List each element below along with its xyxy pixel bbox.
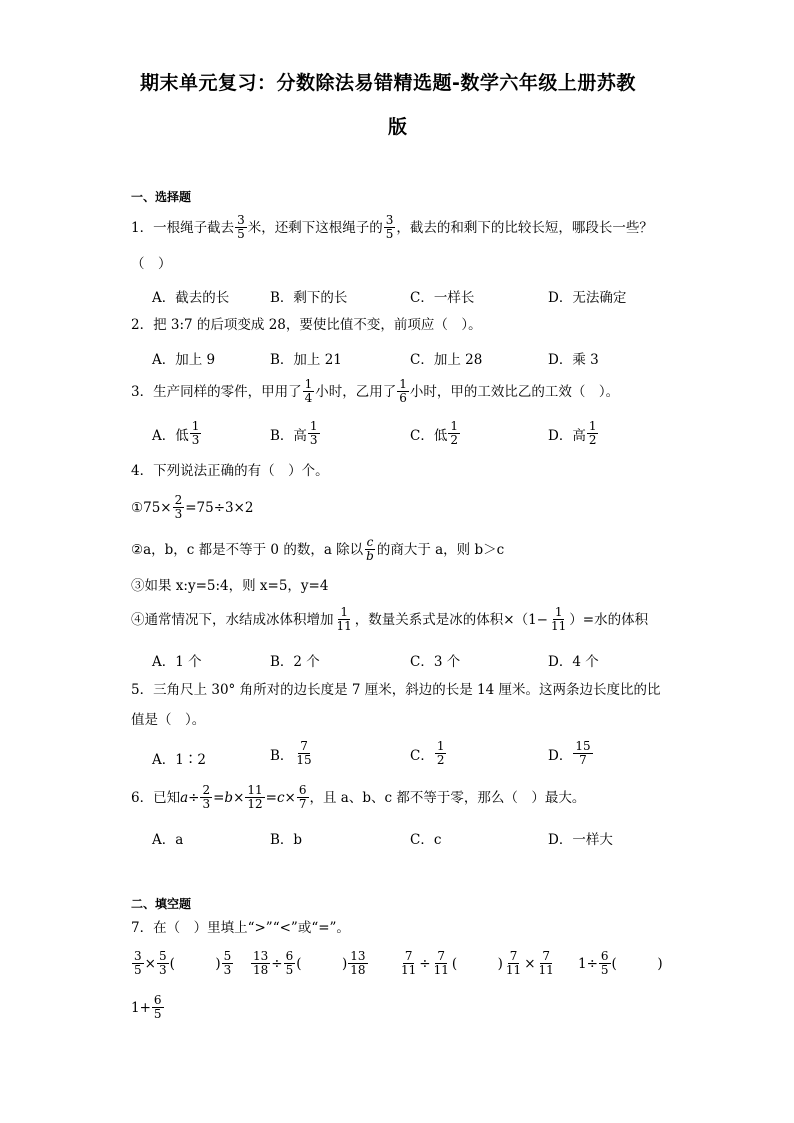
question-5-line1: 5．三角尺上 30° 角所对的边长度是 7 厘米，斜边的长是 14 厘米。这两条边长度比的比: [131, 682, 661, 698]
section-heading-fill: 二、填空题: [131, 897, 192, 911]
option-d: D．一样大: [548, 832, 613, 848]
question-4: 4．下列说法正确的有（ ）个。: [131, 463, 329, 479]
question-1: 1．一根绳子截去 $\frac{3}{5}$ 米，还剩下这根绳子的 $\frac{3}{5}$ ，截去的和剩下的比较长短，哪段长一些？: [131, 213, 653, 241]
statement-2: ②a，b，c 都是不等于 0 的数，a 除以 $\frac{c}{b}$ 的商大于 a，则 b＞c: [131, 535, 505, 563]
option-d: D．乘 3: [548, 352, 599, 368]
question-5-line2: 值是（ ）。: [131, 712, 206, 728]
blank-paren[interactable]: ( ): [611, 955, 663, 972]
option-d: D． $\frac{15}{7}$: [548, 739, 591, 767]
option-b: B．剩下的长: [270, 290, 348, 306]
statement-4: ④通常情况下，水结成冰体积增加 $\frac{1}{11}$ ，数量关系式是冰的体积×（1− $\frac{1}{11}$ ）=水的体积: [131, 605, 649, 633]
page-title-line2: 版: [388, 116, 408, 138]
option-d: D．无法确定: [548, 290, 627, 306]
option-a: A．1∶2: [152, 752, 206, 768]
option-a: A．1 个: [152, 654, 202, 670]
page-title-line1: 期末单元复习：分数除法易错精选题-数学六年级上册苏教: [140, 72, 636, 94]
option-c: C．加上 28: [410, 352, 483, 368]
option-d: D．4 个: [548, 654, 599, 670]
option-a: A．截去的长: [152, 290, 230, 306]
statement-1: ①75× $\frac{2}{3}$ =75÷3×2: [131, 493, 254, 521]
option-a: A．加上 9: [152, 352, 216, 368]
option-c: C．c: [410, 832, 442, 848]
option-b: B．高 $\frac{1}{3}$: [270, 419, 318, 447]
option-c: C．一样长: [410, 290, 475, 306]
fraction: $\frac{3}{5}$: [385, 213, 394, 241]
option-b: B．2 个: [270, 654, 320, 670]
blank-paren[interactable]: ( ): [296, 955, 348, 972]
option-b: B．加上 21: [270, 352, 342, 368]
question-2: 2．把 3:7 的后项变成 28，要使比值不变，前项应（ ）。: [131, 317, 482, 333]
comparison-1: $\frac{3}{5}$ × $\frac{5}{3}$ ( ) $\frac{5}{3}$: [134, 949, 232, 977]
comparison-4-right: 1+ $\frac{6}{5}$: [131, 993, 162, 1021]
option-d: D．高 $\frac{1}{2}$: [548, 419, 597, 447]
question-3: 3．生产同样的零件，甲用了 $\frac{1}{4}$ 小时，乙用了 $\frac{1}{6}$ 小时，甲的工效比乙的工效（ ）。: [131, 377, 620, 405]
option-c: C．3 个: [410, 654, 461, 670]
option-c: C．低 $\frac{1}{2}$: [410, 419, 458, 447]
statement-3: ③如果 x:y=5:4，则 x=5，y=4: [131, 578, 329, 594]
option-b: B． $\frac{7}{15}$: [270, 739, 312, 767]
blank-paren[interactable]: ( ): [451, 955, 503, 972]
fraction: $\frac{1}{6}$: [399, 377, 407, 405]
blank-paren[interactable]: ( ): [169, 955, 221, 972]
option-b: B．b: [270, 832, 303, 848]
option-a: A．a: [152, 832, 184, 848]
comparison-4-left: 1÷ $\frac{6}{5}$ ( ): [578, 949, 663, 977]
answer-paren: （ ）: [131, 256, 172, 272]
comparison-3: $\frac{7}{11}$ ÷ $\frac{7}{11}$ ( ) $\frac{7}{11}$ × $\frac{7}{11}$: [401, 949, 554, 977]
question-7: 7．在（ ）里填上“>”“<”或“=”。: [131, 920, 350, 936]
question-6: 6．已知 a ÷ $\frac{2}{3}$ = b × $\frac{11}{12}$ = c × $\frac{6}{7}$ ，且 a、b、c 都不等于零，那么（ ）最大。: [131, 783, 586, 811]
comparison-2: $\frac{13}{18}$ ÷ $\frac{6}{5}$ ( ) $\frac{13}{18}$: [253, 949, 366, 977]
section-heading-choice: 一、选择题: [131, 190, 192, 204]
fraction: $\frac{1}{4}$: [304, 377, 313, 405]
fraction: $\frac{3}{5}$: [237, 213, 245, 241]
option-a: A．低 $\frac{1}{3}$: [152, 419, 200, 447]
option-c: C． $\frac{1}{2}$: [410, 739, 445, 767]
